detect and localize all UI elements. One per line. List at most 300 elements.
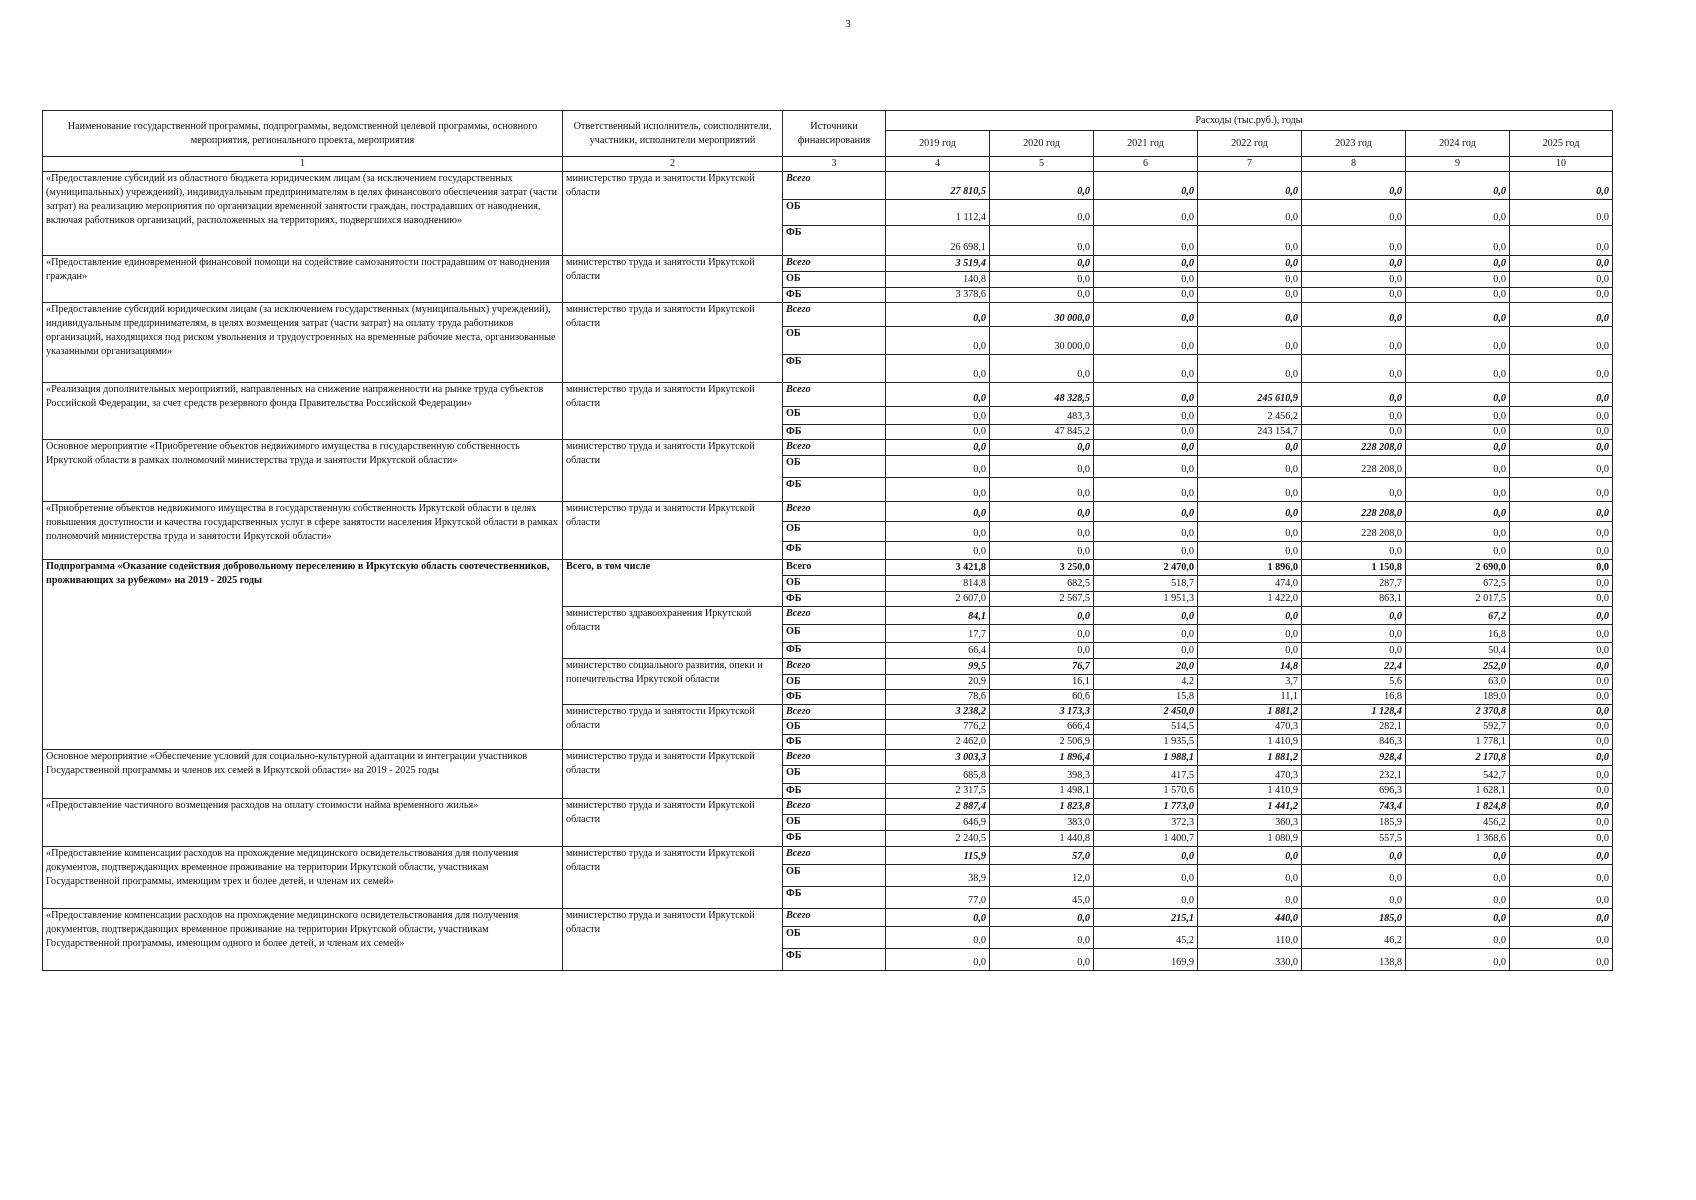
expense-value: 17,7 [886,625,990,643]
expense-value: 2 887,4 [886,799,990,815]
expense-value: 1 368,6 [1406,831,1510,847]
table-row [43,847,1613,865]
header-executor-column: Ответственный исполнитель, соисполнители, участники, исполнители мероприятий [563,111,783,157]
expense-value: 0,0 [1302,865,1406,887]
expense-value: 928,4 [1302,750,1406,766]
expense-value: 0,0 [990,542,1094,560]
funding-source: ФБ [783,355,886,383]
expense-value: 0,0 [886,502,990,522]
expense-value: 245 610,9 [1198,383,1302,407]
expense-value: 0,0 [990,272,1094,288]
expense-value: 0,0 [1302,425,1406,440]
expense-value: 0,0 [1406,847,1510,865]
expense-value: 1 400,7 [1094,831,1198,847]
expense-value: 0,0 [886,440,990,456]
funding-source: Всего [783,172,886,200]
header-year: 2021 год [1094,131,1198,157]
item-name: «Предоставление частичного возмещения расходов на оплату стоимости найма временного жилья» [43,799,563,847]
header-index: 3 [783,157,886,172]
expense-value: 0,0 [1094,226,1198,256]
expense-value: 0,0 [990,478,1094,502]
funding-source: ФБ [783,831,886,847]
expense-value: 228 208,0 [1302,522,1406,542]
expense-value: 0,0 [1510,766,1613,784]
expense-value: 470,3 [1198,720,1302,735]
expense-value: 0,0 [1406,887,1510,909]
funding-source: ФБ [783,478,886,502]
expense-value: 2 017,5 [1406,592,1510,607]
expense-value: 0,0 [1510,799,1613,815]
expense-value: 814,8 [886,576,990,592]
expense-value: 0,0 [1094,625,1198,643]
funding-source: ФБ [783,226,886,256]
header-year: 2023 год [1302,131,1406,157]
expense-value: 0,0 [1510,720,1613,735]
expense-value: 3 238,2 [886,705,990,720]
header-index: 10 [1510,157,1613,172]
expense-value: 0,0 [1510,735,1613,750]
expense-value: 0,0 [990,256,1094,272]
expense-value: 1 896,0 [1198,560,1302,576]
expense-value: 0,0 [1198,327,1302,355]
expense-value: 0,0 [1510,949,1613,971]
funding-source: Всего [783,705,886,720]
expense-value: 3 250,0 [990,560,1094,576]
expense-value: 0,0 [1198,478,1302,502]
funding-source: Всего [783,659,886,675]
executor: министерство труда и занятости Иркутской области [563,172,783,256]
expense-value: 45,2 [1094,927,1198,949]
expense-value: 0,0 [1198,456,1302,478]
expense-value: 0,0 [1198,522,1302,542]
expense-value: 16,8 [1406,625,1510,643]
expense-value: 1 896,4 [990,750,1094,766]
expense-value: 0,0 [1302,625,1406,643]
expense-value: 185,0 [1302,909,1406,927]
table-row [43,256,1613,272]
funding-source: Всего [783,560,886,576]
funding-source: ОБ [783,720,886,735]
header-index: 7 [1198,157,1302,172]
table-row [43,440,1613,456]
expense-value: 682,5 [990,576,1094,592]
expense-value: 26 698,1 [886,226,990,256]
expense-value: 228 208,0 [1302,502,1406,522]
expense-value: 2 456,2 [1198,407,1302,425]
expense-value: 0,0 [886,425,990,440]
expense-value: 2 170,8 [1406,750,1510,766]
expense-value: 0,0 [886,383,990,407]
item-name: «Предоставление субсидий юридическим лицам (за исключением государственных (муниципальных) учреждений), индивидуальным предпринимателям, в целях возмещения затрат (части затрат) на оплату труда работников организаций, находящихся под риском увольнения и трудоустроенных на временные рабочие места, организованные указанными организациями» [43,303,563,383]
expense-value: 3,7 [1198,675,1302,690]
header-year: 2024 год [1406,131,1510,157]
item-name: «Предоставление компенсации расходов на прохождение медицинского освидетельствования для получения документов, подтверждающих временное проживание на территории Иркутской области, участникам Государственной программы, имеющим трех и более детей, и членам их семей» [43,847,563,909]
table-row [43,383,1613,407]
expense-value: 685,8 [886,766,990,784]
expense-value: 0,0 [990,355,1094,383]
expense-value: 0,0 [990,288,1094,303]
expense-value: 0,0 [1094,288,1198,303]
expense-value: 0,0 [1094,456,1198,478]
expense-value: 0,0 [1406,327,1510,355]
expense-value: 0,0 [1198,272,1302,288]
funding-source: Всего [783,607,886,625]
funding-source: Всего [783,799,886,815]
expense-value: 0,0 [886,542,990,560]
expense-value: 0,0 [1302,327,1406,355]
expense-value: 0,0 [1510,383,1613,407]
expense-value: 440,0 [1198,909,1302,927]
expense-value: 11,1 [1198,690,1302,705]
expense-value: 0,0 [990,949,1094,971]
expense-value: 22,4 [1302,659,1406,675]
expense-value: 140,8 [886,272,990,288]
expense-value: 666,4 [990,720,1094,735]
expense-value: 30 000,0 [990,327,1094,355]
expense-value: 3 378,6 [886,288,990,303]
funding-source: Всего [783,303,886,327]
expense-value: 0,0 [1198,542,1302,560]
header-year: 2019 год [886,131,990,157]
funding-source: ФБ [783,425,886,440]
expense-value: 232,1 [1302,766,1406,784]
funding-source: ФБ [783,735,886,750]
expense-value: 20,9 [886,675,990,690]
header-year: 2025 год [1510,131,1613,157]
item-name: Подпрограмма «Оказание содействия добровольному переселению в Иркутскую область соотечественников, проживающих за рубежом» на 2019 - 2025 годы [43,560,563,750]
expense-value: 0,0 [1510,456,1613,478]
expense-value: 27 810,5 [886,172,990,200]
funding-source: ОБ [783,456,886,478]
funding-source: ФБ [783,643,886,659]
expense-value: 1 498,1 [990,784,1094,799]
funding-source: Всего [783,256,886,272]
expense-value: 110,0 [1198,927,1302,949]
expense-value: 0,0 [1406,272,1510,288]
header-index: 8 [1302,157,1406,172]
expense-value: 1 112,4 [886,200,990,226]
expense-value: 1 951,3 [1094,592,1198,607]
expense-value: 2 450,0 [1094,705,1198,720]
expense-value: 1 128,4 [1302,705,1406,720]
expense-value: 0,0 [1198,643,1302,659]
executor: министерство труда и занятости Иркутской области [563,909,783,971]
expense-value: 0,0 [1198,625,1302,643]
expense-value: 0,0 [1302,200,1406,226]
expense-value: 215,1 [1094,909,1198,927]
expense-value: 0,0 [1198,256,1302,272]
executor: министерство труда и занятости Иркутской области [563,750,783,799]
expense-value: 0,0 [1510,226,1613,256]
expense-value: 470,3 [1198,766,1302,784]
expense-value: 0,0 [1302,887,1406,909]
expense-value: 0,0 [1198,865,1302,887]
executor: министерство труда и занятости Иркутской области [563,502,783,560]
expense-value: 15,8 [1094,690,1198,705]
item-name: Основное мероприятие «Приобретение объектов недвижимого имущества в государственную собственность Иркутской области в рамках полномочий министерства труда и занятости Иркутской области» [43,440,563,502]
expense-value: 0,0 [1094,256,1198,272]
expense-value: 0,0 [1198,200,1302,226]
expense-value: 0,0 [1094,522,1198,542]
expense-value: 696,3 [1302,784,1406,799]
expense-value: 0,0 [1302,303,1406,327]
expense-value: 78,6 [886,690,990,705]
header-index-row [43,157,1613,172]
executor: министерство труда и занятости Иркутской области [563,847,783,909]
expense-value: 243 154,7 [1198,425,1302,440]
expense-value: 0,0 [1198,847,1302,865]
table-row [43,909,1613,927]
table-row [43,560,1613,576]
expense-value: 20,0 [1094,659,1198,675]
expense-value: 0,0 [1302,643,1406,659]
funding-source: ОБ [783,522,886,542]
expense-value: 0,0 [1198,226,1302,256]
expense-value: 0,0 [1510,288,1613,303]
expense-value: 0,0 [1302,256,1406,272]
expense-value: 0,0 [1094,887,1198,909]
expense-value: 0,0 [1094,200,1198,226]
expense-value: 398,3 [990,766,1094,784]
header-expenses: Расходы (тыс.руб.), годы [886,111,1613,131]
expense-value: 0,0 [1510,865,1613,887]
expense-value: 0,0 [1406,226,1510,256]
expense-value: 0,0 [1510,172,1613,200]
expense-value: 0,0 [990,522,1094,542]
expense-value: 2 607,0 [886,592,990,607]
expense-value: 66,4 [886,643,990,659]
expense-value: 0,0 [1302,288,1406,303]
item-name: «Предоставление субсидий из областного бюджета юридическим лицам (за исключением государственных (муниципальных) учреждений), индивидуальным предпринимателям в целях финансового обеспечения затрат (части затрат) на реализацию мероприятия по организации временной занятости граждан, пострадавших от наводнения, включая работников организаций, расположенных на территориях, подвергшихся наводнению» [43,172,563,256]
expense-value: 0,0 [990,456,1094,478]
expense-value: 0,0 [1510,887,1613,909]
expense-value: 0,0 [1510,425,1613,440]
expense-value: 0,0 [1510,272,1613,288]
header-year: 2022 год [1198,131,1302,157]
expense-value: 1 628,1 [1406,784,1510,799]
funding-source: ОБ [783,200,886,226]
expense-value: 0,0 [990,927,1094,949]
expense-value: 2 506,9 [990,735,1094,750]
expense-value: 189,0 [1406,690,1510,705]
expense-value: 0,0 [1406,522,1510,542]
expense-value: 77,0 [886,887,990,909]
expense-value: 0,0 [1510,576,1613,592]
expense-value: 0,0 [1510,690,1613,705]
expense-value: 0,0 [1094,272,1198,288]
expense-value: 0,0 [1510,355,1613,383]
expense-value: 48 328,5 [990,383,1094,407]
expense-value: 0,0 [1510,327,1613,355]
budget-table [42,110,1613,971]
expense-value: 3 173,3 [990,705,1094,720]
expense-value: 0,0 [1406,303,1510,327]
funding-source: ФБ [783,784,886,799]
expense-value: 0,0 [1510,927,1613,949]
expense-value: 57,0 [990,847,1094,865]
expense-value: 287,7 [1302,576,1406,592]
expense-value: 0,0 [990,172,1094,200]
executor: министерство труда и занятости Иркутской области [563,705,783,750]
expense-value: 0,0 [1406,200,1510,226]
expense-value: 0,0 [990,226,1094,256]
expense-value: 0,0 [1510,815,1613,831]
item-name: «Предоставление единовременной финансовой помощи на содействие самозанятости пострадавшим от наводнения граждан» [43,256,563,303]
expense-value: 0,0 [1094,327,1198,355]
expense-value: 67,2 [1406,607,1510,625]
expense-value: 0,0 [1510,675,1613,690]
expense-value: 0,0 [1094,865,1198,887]
expense-value: 0,0 [1198,288,1302,303]
expense-value: 0,0 [1094,502,1198,522]
expense-value: 1 778,1 [1406,735,1510,750]
expense-value: 45,0 [990,887,1094,909]
funding-source: Всего [783,383,886,407]
funding-source: ОБ [783,766,886,784]
executor: министерство труда и занятости Иркутской области [563,799,783,847]
expense-value: 0,0 [990,643,1094,659]
expense-value: 1 150,8 [1302,560,1406,576]
table-row [43,799,1613,815]
expense-value: 0,0 [1198,303,1302,327]
expense-value: 0,0 [886,927,990,949]
funding-source: ОБ [783,625,886,643]
expense-value: 360,3 [1198,815,1302,831]
expense-value: 1 570,6 [1094,784,1198,799]
expense-value: 0,0 [1510,440,1613,456]
expense-value: 84,1 [886,607,990,625]
expense-value: 0,0 [1406,440,1510,456]
expense-value: 228 208,0 [1302,456,1406,478]
expense-value: 2 690,0 [1406,560,1510,576]
executor: министерство труда и занятости Иркутской области [563,256,783,303]
expense-value: 1 422,0 [1198,592,1302,607]
expense-value: 0,0 [1510,909,1613,927]
expense-value: 456,2 [1406,815,1510,831]
funding-source: ФБ [783,592,886,607]
expense-value: 0,0 [1094,383,1198,407]
table-row [43,303,1613,327]
expense-value: 1 881,2 [1198,705,1302,720]
expense-value: 1 080,9 [1198,831,1302,847]
table-row [43,502,1613,522]
expense-value: 0,0 [886,949,990,971]
funding-source: ОБ [783,272,886,288]
expense-value: 0,0 [1510,831,1613,847]
expense-value: 115,9 [886,847,990,865]
expense-value: 3 519,4 [886,256,990,272]
expense-value: 0,0 [1406,502,1510,522]
expense-value: 3 003,3 [886,750,990,766]
executor: министерство здравоохранения Иркутской области [563,607,783,659]
expense-value: 60,6 [990,690,1094,705]
expense-value: 47 845,2 [990,425,1094,440]
expense-value: 0,0 [1406,407,1510,425]
expense-value: 5,6 [1302,675,1406,690]
expense-value: 1 441,2 [1198,799,1302,815]
expense-value: 252,0 [1406,659,1510,675]
funding-source: ОБ [783,927,886,949]
expense-value: 2 470,0 [1094,560,1198,576]
expense-value: 2 317,5 [886,784,990,799]
expense-value: 672,5 [1406,576,1510,592]
expense-value: 0,0 [1510,625,1613,643]
expense-value: 0,0 [990,440,1094,456]
expense-value: 0,0 [886,478,990,502]
executor: министерство труда и занятости Иркутской области [563,440,783,502]
expense-value: 0,0 [1094,440,1198,456]
expense-value: 0,0 [886,327,990,355]
expense-value: 0,0 [1406,383,1510,407]
expense-value: 0,0 [1510,705,1613,720]
expense-value: 0,0 [1406,478,1510,502]
expense-value: 0,0 [1302,383,1406,407]
expense-value: 557,5 [1302,831,1406,847]
expense-value: 3 421,8 [886,560,990,576]
expense-value: 14,8 [1198,659,1302,675]
expense-value: 0,0 [1510,560,1613,576]
expense-value: 592,7 [1406,720,1510,735]
expense-value: 0,0 [1510,592,1613,607]
expense-value: 0,0 [1302,272,1406,288]
expense-value: 0,0 [1406,355,1510,383]
expense-value: 16,1 [990,675,1094,690]
expense-value: 0,0 [1094,478,1198,502]
expense-value: 542,7 [1406,766,1510,784]
expense-value: 0,0 [1094,542,1198,560]
item-name: «Приобретение объектов недвижимого имущества в государственную собственность Иркутской области в целях повышения доступности и качества государственных услуг в сфере занятости населения Иркутской области в рамках полномочий министерства труда и занятости Иркутской области» [43,502,563,560]
item-name: «Предоставление компенсации расходов на прохождение медицинского освидетельствования для получения документов, подтверждающих временное проживание на территории Иркутской области, участникам Государственной программы, имеющим одного и более детей, и членам их семей» [43,909,563,971]
expense-value: 0,0 [1406,542,1510,560]
expense-value: 0,0 [1302,407,1406,425]
expense-value: 0,0 [990,607,1094,625]
expense-value: 16,8 [1302,690,1406,705]
funding-source: Всего [783,440,886,456]
expense-value: 0,0 [990,200,1094,226]
funding-source: ФБ [783,887,886,909]
table-row [43,750,1613,766]
expense-value: 0,0 [1510,659,1613,675]
header-year: 2020 год [990,131,1094,157]
header-index: 4 [886,157,990,172]
expense-value: 372,3 [1094,815,1198,831]
header-source-column: Источники финансирования [783,111,886,157]
expense-value: 0,0 [1094,407,1198,425]
expense-value: 1 935,5 [1094,735,1198,750]
expense-value: 0,0 [1198,502,1302,522]
expense-value: 0,0 [1094,355,1198,383]
expense-value: 0,0 [1094,303,1198,327]
funding-source: ОБ [783,815,886,831]
funding-source: ФБ [783,288,886,303]
expense-value: 743,4 [1302,799,1406,815]
expense-value: 185,9 [1302,815,1406,831]
expense-value: 0,0 [1094,643,1198,659]
funding-source: Всего [783,502,886,522]
expense-value: 0,0 [1094,847,1198,865]
expense-value: 1 773,0 [1094,799,1198,815]
expense-value: 863,1 [1302,592,1406,607]
expense-value: 0,0 [1510,200,1613,226]
expense-value: 0,0 [1198,355,1302,383]
expense-value: 0,0 [1510,256,1613,272]
expense-value: 0,0 [990,502,1094,522]
expense-value: 0,0 [1406,865,1510,887]
expense-value: 0,0 [990,625,1094,643]
expense-value: 99,5 [886,659,990,675]
expense-value: 0,0 [1198,887,1302,909]
expense-value: 30 000,0 [990,303,1094,327]
